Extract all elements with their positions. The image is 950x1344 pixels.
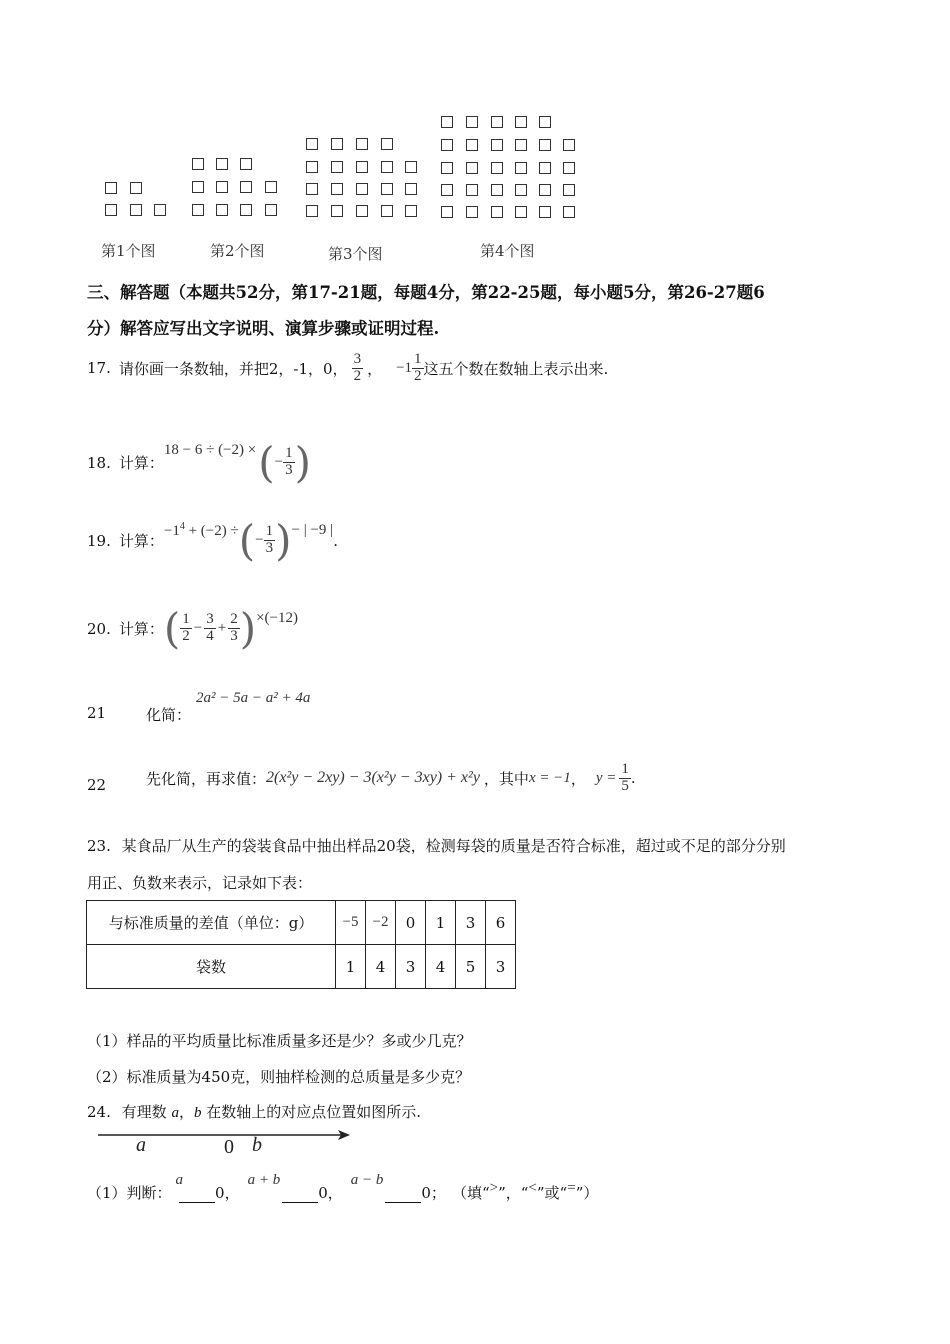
paren-open: ( (258, 438, 275, 487)
question-21-expression: 2a² − 5a − a² + 4a (196, 690, 311, 706)
gt-symbol: > (489, 1180, 499, 1196)
square (192, 204, 204, 216)
square (539, 184, 551, 196)
square (356, 138, 368, 150)
lt-symbol: < (528, 1180, 537, 1196)
sub-question-2: （2）标准质量为450克，则抽样检测的总质量是多少克？ (87, 1068, 471, 1086)
period: . (630, 769, 636, 788)
table-header-cell: 袋数 (87, 945, 336, 989)
answer-blank[interactable] (179, 1188, 215, 1203)
square (306, 138, 318, 150)
question-number: 18. (87, 453, 111, 472)
square (405, 205, 417, 217)
square (491, 184, 503, 196)
square (105, 204, 117, 216)
expr-a-plus-b: a + b (247, 1172, 281, 1188)
square (331, 183, 343, 195)
square (539, 116, 551, 128)
fill-hint: ”，“ (498, 1184, 529, 1202)
question-label: 计算： (118, 454, 164, 472)
question-number: 22 (87, 776, 107, 794)
denominator: 5 (621, 777, 629, 794)
square (192, 158, 204, 170)
paren-close: ) (239, 604, 257, 653)
square (491, 162, 503, 174)
square (105, 182, 117, 194)
square (154, 204, 166, 216)
table-cell: 1 (336, 945, 366, 989)
base: −1 (163, 523, 180, 539)
square (381, 161, 393, 173)
square (563, 162, 575, 174)
square (563, 206, 575, 218)
question-18 (87, 438, 311, 487)
square (192, 181, 204, 193)
var-a: a (171, 1105, 179, 1121)
figure-caption: 第2个图 (210, 242, 265, 260)
question-23-cont: 用正、负数来表示，记录如下表： (87, 874, 313, 892)
square (381, 205, 393, 217)
zero-comma: 0， (318, 1184, 343, 1202)
fraction-1-3 (283, 446, 295, 479)
question-number: 21 (87, 704, 107, 722)
fraction-1-2 (412, 352, 424, 385)
square (539, 162, 551, 174)
numerator: 2 (230, 611, 238, 628)
numerator: 1 (414, 351, 422, 367)
denominator: 3 (265, 540, 274, 556)
exponent: 4 (179, 521, 185, 532)
paren-open: ( (238, 516, 256, 565)
fill-hint: ”） (575, 1184, 599, 1202)
section-heading: 三、解答题（本题共52分，第17-21题，每题4分，第22-25题，每小题5分，第26-27题6 (87, 283, 765, 302)
sub-question-1: （1）样品的平均质量比标准质量多还是少？多或少几克？ (87, 1032, 472, 1050)
fraction-2-3 (228, 612, 240, 645)
square (265, 181, 277, 193)
question-number: 23. (87, 837, 111, 855)
square (563, 184, 575, 196)
fraction-1-2 (180, 612, 192, 645)
table-cell: 3 (396, 945, 426, 989)
question-number: 20. (87, 619, 111, 638)
question-number: 24. (87, 1103, 111, 1121)
paren-close: ) (275, 516, 292, 565)
expression-part: + (−2) ÷ (188, 523, 239, 539)
eq-symbol: = (567, 1180, 576, 1196)
figure-caption: 第4个图 (480, 242, 535, 260)
paren-close: ) (294, 438, 311, 487)
square (405, 183, 417, 195)
expression (164, 521, 239, 540)
square (539, 206, 551, 218)
square (216, 181, 228, 193)
denominator: 2 (353, 367, 362, 384)
square (491, 116, 503, 128)
square (491, 139, 503, 151)
expression: 18 − 6 ÷ (−2) × (163, 442, 257, 458)
square (265, 204, 277, 216)
question-number: 19. (87, 531, 111, 550)
table-cell: 1 (426, 901, 456, 945)
comma: ， (570, 769, 586, 788)
square (130, 204, 142, 216)
figure-caption: 第1个图 (101, 242, 156, 260)
separator: ， (178, 1103, 194, 1121)
denominator: 4 (206, 628, 214, 644)
q24-sub-1 (87, 1172, 599, 1203)
square (331, 205, 343, 217)
table-cell: −2 (366, 901, 396, 945)
square (466, 184, 478, 196)
question-text: 请你画一条数轴，并把2，-1，0， (118, 359, 348, 378)
neg-sign: − (274, 454, 284, 470)
numerator: 1 (265, 523, 274, 540)
square (405, 161, 417, 173)
mixed-whole: −1 (396, 359, 413, 376)
square (441, 206, 453, 218)
operator: + (217, 620, 227, 636)
answer-blank[interactable] (282, 1188, 318, 1203)
zero-comma: 0， (215, 1184, 240, 1202)
question-text: 在数轴上的对应点位置如图所示. (206, 1103, 422, 1121)
square (491, 206, 503, 218)
numerator: 1 (182, 611, 190, 628)
table-cell: 5 (456, 945, 486, 989)
square (515, 116, 527, 128)
y-label: y = (595, 769, 617, 786)
square (306, 161, 318, 173)
question-22-body (146, 762, 636, 795)
table-cell: 6 (486, 901, 516, 945)
question-23 (87, 835, 786, 856)
question-20 (87, 604, 298, 653)
square (466, 139, 478, 151)
table-header-cell: 与标准质量的差值（单位：g） (87, 901, 336, 945)
table-cell: 3 (486, 945, 516, 989)
data-table (86, 900, 516, 989)
question-19 (87, 516, 338, 565)
comma: ， (367, 359, 383, 378)
fraction-1-3 (264, 524, 276, 557)
expression: 2(x²y − 2xy) − 3(x²y − 3xy) + x²y (266, 769, 480, 787)
question-text: 有理数 (121, 1103, 167, 1121)
square (306, 183, 318, 195)
question-24 (87, 1101, 421, 1122)
square (515, 206, 527, 218)
square (441, 116, 453, 128)
square (466, 206, 478, 218)
square (240, 181, 252, 193)
denominator: 2 (414, 367, 422, 384)
where-text: ，其中 (483, 769, 529, 788)
expression-part: − | −9 | (291, 522, 334, 538)
square (216, 204, 228, 216)
square (441, 184, 453, 196)
question-22 (87, 776, 106, 794)
numerator: 3 (353, 351, 362, 367)
table-cell: 3 (456, 901, 486, 945)
square (563, 139, 575, 151)
square (331, 138, 343, 150)
x-value: x = −1 (528, 769, 571, 786)
expr-a: a (175, 1172, 184, 1188)
axis-label-zero: 0 (224, 1136, 234, 1158)
square (356, 161, 368, 173)
square (381, 138, 393, 150)
square (441, 162, 453, 174)
answer-blank[interactable] (385, 1188, 421, 1203)
question-21 (87, 704, 106, 722)
expr-a-minus-b: a − b (350, 1172, 384, 1188)
period: . (333, 531, 338, 550)
question-text: 某食品厂从生产的袋装食品中抽出样品20袋，检测每袋的质量是否符合标准，超过或不足的部分分别 (121, 837, 786, 855)
square (441, 139, 453, 151)
square (515, 162, 527, 174)
numerator: 1 (285, 445, 293, 462)
denominator: 3 (230, 628, 238, 644)
fraction-1-5 (619, 762, 631, 795)
table-cell: 4 (366, 945, 396, 989)
axis-label-b: b (252, 1134, 262, 1156)
square (240, 158, 252, 170)
table-cell: 0 (396, 901, 426, 945)
table-cell: 4 (426, 945, 456, 989)
square (331, 161, 343, 173)
table-row (87, 945, 516, 989)
square (515, 139, 527, 151)
question-label: 计算： (118, 532, 164, 550)
paren-open: ( (163, 604, 181, 653)
numerator: 3 (206, 611, 214, 628)
numerator: 1 (621, 761, 629, 777)
question-21-label: 化简： (146, 706, 192, 724)
fill-hint: （填“ (451, 1184, 490, 1202)
question-label: 先化简，再求值： (146, 769, 267, 788)
question-text: 这五个数在数轴上表示出来. (423, 359, 609, 378)
table-cell: −5 (336, 901, 366, 945)
fraction-3-4 (204, 612, 216, 645)
fill-hint: ”或“ (536, 1184, 568, 1202)
question-label: 计算： (118, 620, 164, 638)
square (356, 205, 368, 217)
sub-label: （1）判断： (87, 1184, 172, 1202)
axis-label-a: a (136, 1134, 146, 1156)
neg-sign: − (255, 532, 264, 548)
question-17 (87, 352, 608, 385)
zero-semicolon: 0； (421, 1184, 446, 1202)
square (306, 205, 318, 217)
square (515, 184, 527, 196)
expression-part: ×(−12) (256, 610, 299, 626)
denominator: 3 (285, 462, 293, 478)
figure-caption: 第3个图 (328, 245, 383, 263)
square (466, 162, 478, 174)
square (466, 116, 478, 128)
denominator: 2 (182, 628, 190, 644)
question-number: 17. (87, 359, 111, 378)
square (356, 183, 368, 195)
var-b: b (193, 1105, 202, 1121)
fraction-3-2 (352, 352, 364, 385)
square (130, 182, 142, 194)
square (381, 183, 393, 195)
square (539, 139, 551, 151)
operator: − (193, 620, 203, 636)
table-row (87, 901, 516, 945)
section-heading-cont: 分）解答应写出文字说明、演算步骤或证明过程. (87, 319, 440, 338)
square (240, 204, 252, 216)
square (216, 158, 228, 170)
